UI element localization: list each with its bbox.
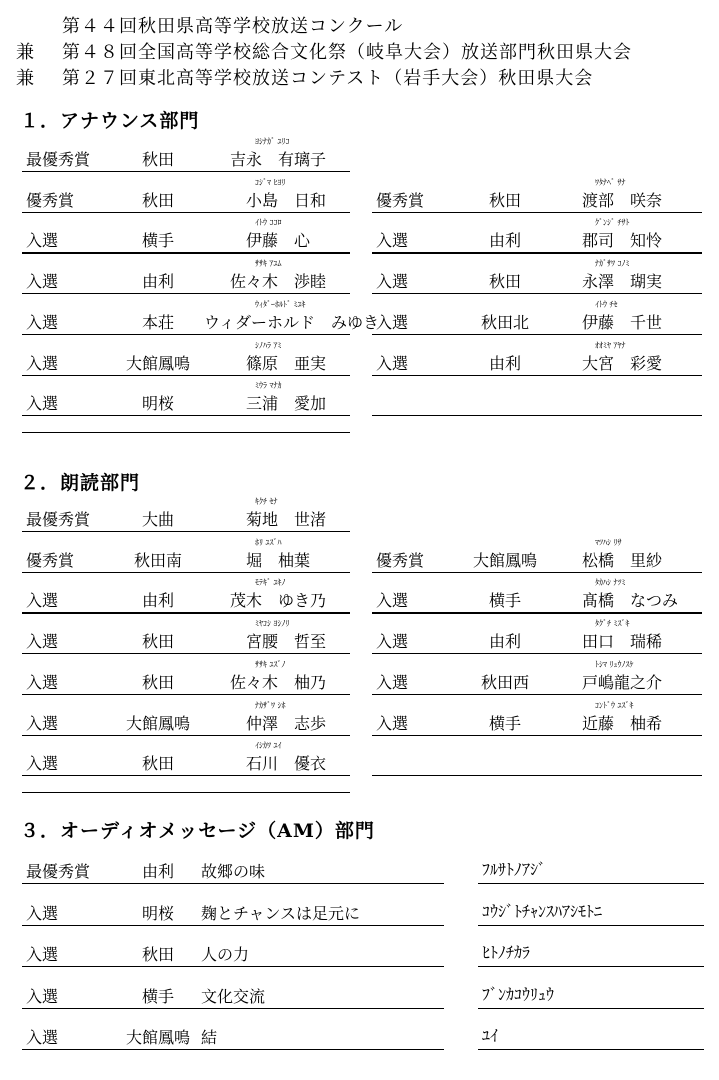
school-name: 横手 [142,986,175,1006]
row-underline [22,883,444,884]
award-label: 最優秀賞 [26,150,91,169]
school-name: 秋田 [142,190,175,210]
award-label: 入選 [26,394,59,414]
student-name: 茂木 ゆき乃 [230,591,327,611]
student-name: 小島 日和 [246,190,327,210]
name-reading: ﾐﾔｺｼ ﾖｼﾉﾘ [255,619,290,629]
row-underline [372,653,702,654]
name-reading: ｻｻｷ ﾕｽﾞﾉ [255,659,286,669]
school-name: 大館鳳鳴 [126,353,191,373]
work-title: 文化交流 [201,986,266,1006]
name-reading: ﾎﾘ ﾕｽﾞﾊ [255,537,282,547]
row-underline [22,334,350,335]
award-label: 入選 [26,591,59,611]
row-underline [22,925,444,926]
section-title-reading: ２．朗読部門 [20,472,141,494]
row-underline [22,432,350,433]
row-underline [22,1049,444,1050]
section-title-announce: １．アナウンス部門 [20,110,200,132]
student-name: 吉永 有璃子 [230,150,327,169]
name-reading: ﾅｶﾞｻﾜ ｺﾉﾐ [595,259,630,269]
row-underline [22,293,350,294]
row-underline [372,694,702,695]
school-name: 大館鳳鳴 [126,1028,191,1047]
school-name: 由利 [142,272,175,292]
school-name: 大館鳳鳴 [126,713,191,733]
student-name: 戸嶋龍之介 [582,672,663,692]
row-underline [22,252,350,253]
name-reading: ｲﾄｳ ﾁｾ [595,299,618,309]
school-name: 秋田 [142,150,175,169]
row-underline [22,792,350,793]
student-name: 田口 瑞稀 [582,632,663,652]
header-line-3: 第２７回東北高等学校放送コンテスト（岩手大会）秋田県大会 [62,68,594,89]
row-underline [372,375,702,376]
student-name: 三浦 愛加 [246,394,327,414]
award-label: 入選 [376,632,409,652]
school-name: 明桜 [142,903,175,923]
row-underline [22,212,350,213]
row-underline [372,252,702,253]
award-label: 優秀賞 [376,550,425,570]
row-underline [22,572,350,573]
row-underline [22,171,350,172]
school-name: 大曲 [142,510,175,529]
row-underline [22,415,350,416]
row-underline [372,572,702,573]
name-reading: ﾓﾃｷﾞ ﾕｷﾉ [255,578,286,588]
name-reading: ｸﾞﾝｼﾞ ﾁｻﾄ [595,218,630,228]
row-underline [22,775,350,776]
header-line-2: 第４８回全国高等学校総合文化祭（岐阜大会）放送部門秋田県大会 [62,42,632,63]
award-label: 入選 [26,903,59,923]
name-reading: ﾜﾀﾅﾍﾞ ｻﾅ [595,177,626,187]
row-underline [22,735,350,736]
row-underline [372,612,702,613]
student-name: 宮腰 哲至 [246,632,327,652]
school-name: 秋田 [489,272,522,292]
award-label: 入選 [376,312,409,332]
name-reading: ﾄｼﾏ ﾘｭｳﾉｽｹ [595,659,634,669]
school-name: 大館鳳鳴 [473,550,538,570]
award-label: 優秀賞 [26,550,75,570]
name-reading: ﾀｸﾞﾁ ﾐｽﾞｷ [595,619,630,629]
student-name: ウィダーホルド みゆき [204,312,380,332]
name-reading: ｻｻｷ ｱﾕﾑ [255,259,282,269]
school-name: 秋田 [489,190,522,210]
student-name: 渡部 咲奈 [582,190,663,210]
award-label: 入選 [26,353,59,373]
row-underline [22,612,350,613]
name-reading: ｷｸﾁ ｾﾅ [255,497,278,506]
work-reading: ｺｳｼﾞﾄﾁｬﾝｽﾊｱｼﾓﾄﾆ [482,901,603,921]
student-name: 伊藤 千世 [582,312,663,332]
school-name: 明桜 [142,394,175,414]
award-label: 優秀賞 [376,190,425,210]
student-name: 堀 柚葉 [246,550,311,570]
work-title: 故郷の味 [201,862,266,881]
award-label: 入選 [376,591,409,611]
name-reading: ﾖｼﾅｶﾞ ﾕﾘｺ [255,137,290,146]
header-line-2-prefix: 兼 [16,42,35,63]
award-label: 最優秀賞 [26,510,91,529]
row-underline [478,1049,704,1050]
work-title: 人の力 [201,945,250,964]
row-underline [372,415,702,416]
student-name: 永澤 瑚実 [582,272,663,292]
award-label: 最優秀賞 [26,862,91,881]
award-label: 入選 [26,754,59,774]
school-name: 秋田西 [481,672,530,692]
student-name: 菊地 世渚 [246,510,327,529]
student-name: 髙橋 なつみ [582,591,679,611]
award-label: 入選 [376,272,409,292]
award-label: 入選 [26,272,59,292]
school-name: 由利 [489,353,522,373]
award-label: 入選 [26,672,59,692]
school-name: 秋田北 [481,312,530,332]
name-reading: ｳｨﾀﾞｰﾎﾙﾄﾞ ﾐﾕｷ [255,299,306,309]
student-name: 佐々木 渉睦 [230,272,327,292]
row-underline [22,375,350,376]
school-name: 秋田 [142,632,175,652]
row-underline [372,293,702,294]
name-reading: ﾅｶｻﾞﾜ ｼﾎ [255,700,286,710]
work-title: 結 [201,1028,218,1047]
award-label: 入選 [26,1028,59,1047]
name-reading: ｺﾝﾄﾞｳ ﾕｽﾞｷ [595,700,634,710]
row-underline [22,1008,444,1009]
school-name: 由利 [489,231,522,251]
school-name: 横手 [489,713,522,733]
award-label: 入選 [26,986,59,1006]
name-reading: ｵｵﾐﾔ ｱﾔﾅ [595,340,626,350]
row-underline [478,966,704,967]
award-label: 入選 [26,713,59,733]
row-underline [372,775,702,776]
name-reading: ｺｼﾞﾏ ﾋﾖﾘ [255,177,286,187]
work-title: 麹とチャンスは足元に [201,903,361,923]
row-underline [372,212,702,213]
name-reading: ﾀｶﾊｼ ﾅﾂﾐ [595,578,626,588]
student-name: 伊藤 心 [246,231,311,251]
school-name: 由利 [489,632,522,652]
header-line-3-prefix: 兼 [16,68,35,89]
name-reading: ｲﾄｳ ｺｺﾛ [255,218,282,228]
work-reading: ﾋﾄﾉﾁｶﾗ [482,943,531,962]
work-reading: ﾌﾞﾝｶｺｳﾘｭｳ [482,984,555,1004]
award-label: 入選 [26,231,59,251]
award-label: 入選 [376,353,409,373]
student-name: 郡司 知怜 [582,231,663,251]
student-name: 篠原 亜実 [246,353,327,373]
work-reading: ﾌﾙｻﾄﾉｱｼﾞ [482,860,547,879]
row-underline [372,334,702,335]
award-label: 入選 [26,312,59,332]
work-reading: ﾕｲ [482,1026,499,1045]
school-name: 秋田 [142,754,175,774]
name-reading: ｼﾉﾊﾗ ｱﾐ [255,340,282,350]
header-line-1: 第４４回秋田県高等学校放送コンクール [62,16,404,37]
school-name: 由利 [142,862,175,881]
row-underline [372,735,702,736]
row-underline [478,883,704,884]
award-label: 入選 [376,713,409,733]
school-name: 秋田南 [134,550,183,570]
student-name: 石川 優衣 [246,754,327,774]
row-underline [478,925,704,926]
student-name: 大宮 彩愛 [582,353,663,373]
school-name: 横手 [489,591,522,611]
school-name: 秋田 [142,672,175,692]
award-label: 入選 [376,672,409,692]
student-name: 松橋 里紗 [582,550,663,570]
name-reading: ｲｼｶﾜ ﾕｲ [255,741,282,751]
school-name: 由利 [142,591,175,611]
student-name: 佐々木 柚乃 [230,672,327,692]
row-underline [22,694,350,695]
award-label: 優秀賞 [26,190,75,210]
school-name: 本荘 [142,312,175,332]
row-underline [22,531,350,532]
row-underline [478,1008,704,1009]
student-name: 仲澤 志歩 [246,713,327,733]
student-name: 近藤 柚希 [582,713,663,733]
award-label: 入選 [26,632,59,652]
award-label: 入選 [376,231,409,251]
name-reading: ﾐｳﾗ ﾏﾅｶ [255,381,282,391]
school-name: 秋田 [142,945,175,964]
school-name: 横手 [142,231,175,251]
award-label: 入選 [26,945,59,964]
section-title-audio-message: ３．オーディオメッセージ（AM）部門 [20,820,375,842]
row-underline [22,653,350,654]
name-reading: ﾏﾂﾊｼ ﾘｻ [595,537,622,547]
row-underline [22,966,444,967]
